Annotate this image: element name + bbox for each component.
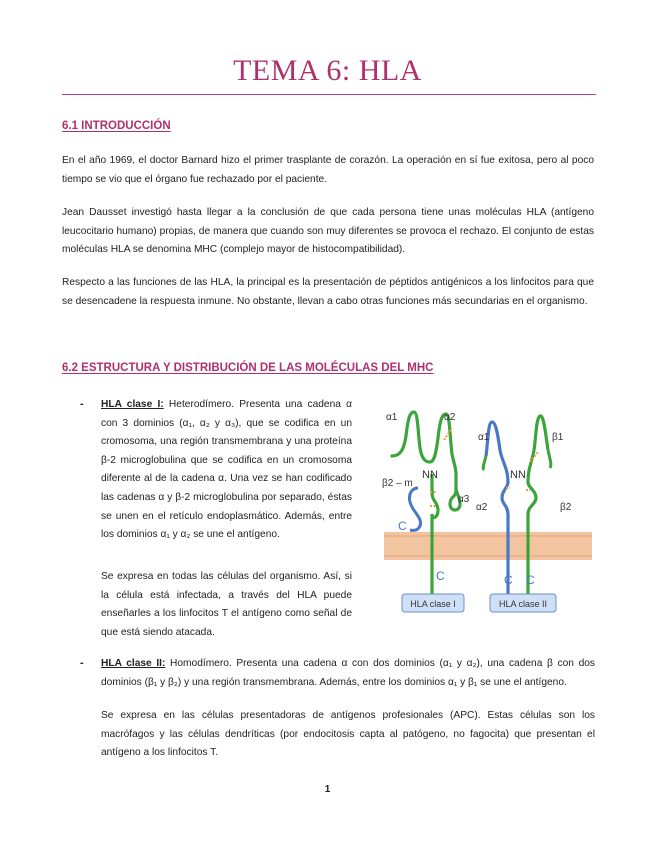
title-divider [62, 94, 596, 95]
label-c-left-inner: C [398, 519, 407, 533]
hla-class-ii-caption: HLA clase II [498, 599, 548, 609]
list-bullet: - [80, 657, 84, 669]
hla-class-ii-description [101, 655, 595, 692]
hla-structure-figure [370, 398, 600, 620]
hla-class-ii-alpha-chain [486, 422, 508, 598]
label-alpha3: α3 [458, 494, 470, 505]
paragraph-dausset: Jean Dausset investigó hasta llegar a la conclusión de que cada persona tiene unas moléculas HLA (antígeno leucocitario humano) propias, de manera que cuando son muy diferentes se provoca el rechazo. El conjunto de estas moléculas HLA se denomina MHC (complejo mayor de histocompatibilidad). [62, 207, 594, 256]
hla-class-i-text: Heterodímero. Presenta una cadena α con 3 dominios (α₁, α₂ y α₃), que se codifica en un cromosoma, una región transmembrana y una proteína β-2 microglobulina que se codifica en un cromosoma diferente al de la cadena α. Una vez se han codificado las cadenas α y β-2 microglobulina por separado, éstas se unen en el retículo endoplasmático. Además, entre los dominios α₁ y α₂ se une el antígeno. [101, 399, 353, 541]
beta2-microglobulin [409, 488, 420, 530]
paragraph-funciones: Respecto a las funciones de las HLA, la principal es la presentación de péptidos antigénicos a los linfocitos para que se desencadene la respuesta inmune. No obstante, llevan a cabo otras funciones más secundarias en el organismo. [62, 277, 594, 307]
label-nn-left: NN [422, 469, 438, 481]
paragraph-barnard: En el año 1969, el doctor Barnard hizo el primer trasplante de corazón. La operación en sí fue exitosa, pero al poco tiempo se vio que el órgano fue rechazado por el paciente. [62, 155, 594, 185]
hla-class-i-caption: HLA clase I [410, 599, 456, 609]
label-c-right-1: C [504, 573, 513, 587]
page-number: 1 [324, 784, 331, 795]
hla-class-i-alpha-chain [392, 412, 460, 510]
label-beta1-right: β1 [552, 432, 564, 443]
hla-class-ii-text: Homodímero. Presenta una cadena α con dos dominios (α₁ y α₂), una cadena β con dos dominios (β₁ y β₂) y una región transmembrana. Además, entre los dominios α₁ y β₁ se une el antígeno. [101, 658, 595, 688]
label-beta2-right: β2 [560, 502, 572, 513]
hla-class-i-expression: Se expresa en todas las células del organismo. Así, si la célula está infectada, a través del HLA puede enseñarles a los linfocitos T el antígeno como señal de que está siendo atacada. [101, 571, 352, 638]
hla-class-i-description [101, 396, 352, 545]
label-c-right-2: C [526, 573, 535, 587]
label-beta2m: β2 – m [382, 478, 413, 489]
label-c-left-bottom: C [436, 569, 445, 583]
label-alpha1-right: α1 [478, 432, 490, 443]
label-alpha1-left: α1 [386, 412, 398, 423]
section-heading-introduccion: 6.1 INTRODUCCIÓN [62, 120, 171, 132]
hla-class-ii-beta-chain [528, 416, 548, 598]
label-nn-right: NN [510, 469, 526, 481]
page-title: TEMA 6: HLA [233, 54, 422, 87]
hla-class-ii-expression: Se expresa en las células presentadoras de antígenos profesionales (APC). Estas células son los macrófagos y las células dendríticas (por endocitosis capta al patógeno, no fagocita) que presentan el antígeno a los linfocitos T. [101, 710, 595, 759]
hla-class-i-term: HLA clase I: [101, 399, 164, 410]
label-alpha2-right: α2 [476, 502, 488, 513]
list-bullet: - [80, 398, 84, 410]
section-heading-estructura: 6.2 ESTRUCTURA Y DISTRIBUCIÓN DE LAS MOLÉCULAS DEL MHC [62, 362, 434, 374]
label-alpha2-left: α2 [444, 412, 456, 423]
hla-class-ii-peptide-groove [483, 450, 551, 470]
hla-class-ii-term: HLA clase II: [101, 658, 166, 669]
